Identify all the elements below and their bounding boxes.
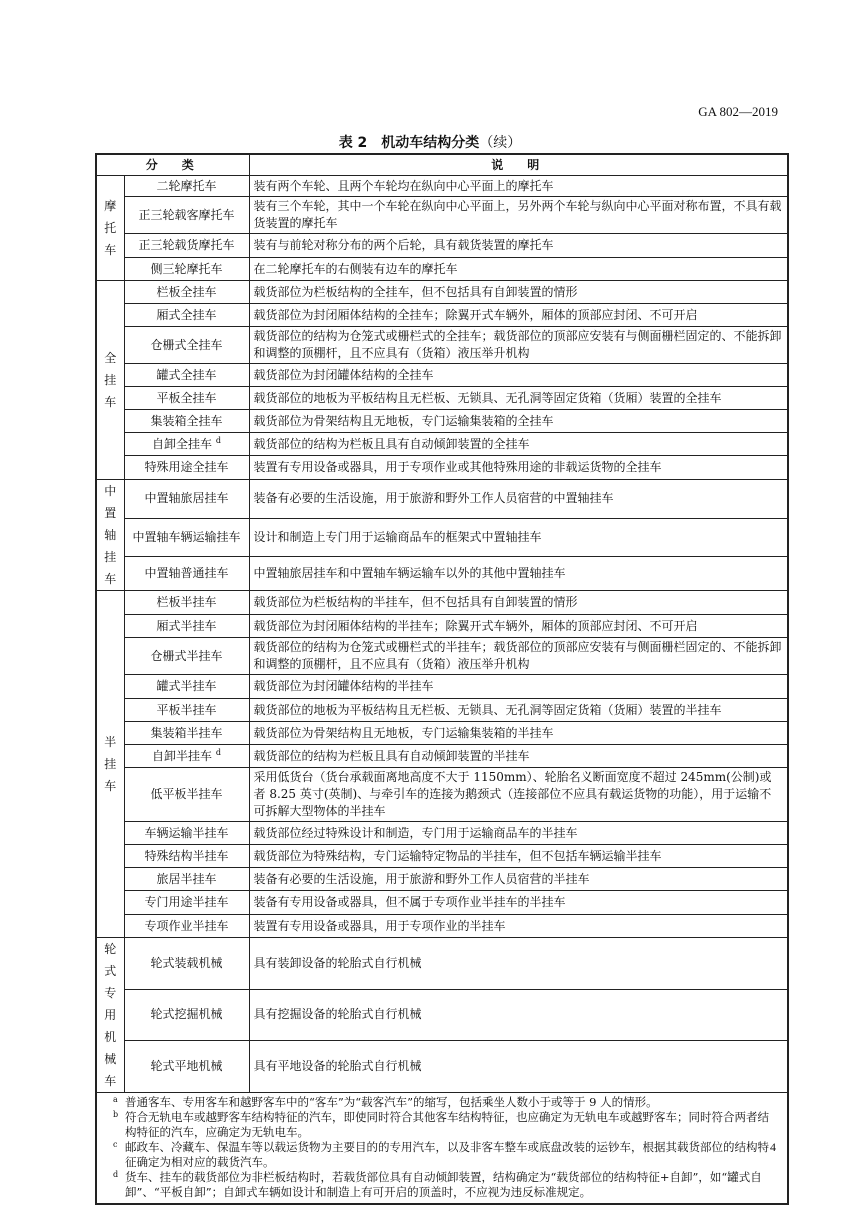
subcategory-label: 车辆运输半挂车 <box>144 825 229 840</box>
subcategory-label: 特殊用途全挂车 <box>144 460 229 474</box>
subcategory-label: 自卸半挂车 <box>152 748 213 763</box>
subcategory-label: 罐式全挂车 <box>156 367 217 382</box>
subcategory-cell <box>124 281 249 304</box>
footnote <box>113 1095 779 1110</box>
subcategory-label: 自卸全挂车 <box>152 436 213 451</box>
group-category-label: 中置轴挂车 <box>104 484 117 586</box>
description-cell: 装置有专用设备或器具，用于专项作业的半挂车 <box>249 915 788 938</box>
subcategory-cell <box>124 387 249 410</box>
subcategory-label: 平板半挂车 <box>156 702 217 717</box>
group-category-cell <box>96 281 124 480</box>
table-row <box>96 891 788 915</box>
description-cell: 装备有必要的生活设施，用于旅游和野外工作人员宿营的半挂车 <box>249 868 788 891</box>
description-cell: 在二轮摩托车的右侧装有边车的摩托车 <box>249 258 788 281</box>
group-category-cell <box>96 938 124 1093</box>
subcategory-cell <box>124 675 249 699</box>
description-cell: 设计和制造上专门用于运输商品车的框架式中置轴挂车 <box>249 518 788 557</box>
footnote-marker: d <box>215 435 221 445</box>
subcategory-label: 集装箱半挂车 <box>150 725 223 740</box>
description-cell: 装置有专用设备或器具，用于专项作业或其他特殊用途的非载运货物的全挂车 <box>249 456 788 480</box>
table-row <box>96 258 788 281</box>
description-cell: 装有与前轮对称分布的两个后轮，具有载货装置的摩托车 <box>249 234 788 258</box>
description-cell: 装备有必要的生活设施，用于旅游和野外工作人员宿营的中置轴挂车 <box>249 480 788 519</box>
subcategory-cell <box>124 722 249 745</box>
table-row <box>96 699 788 722</box>
table-row <box>96 990 788 1041</box>
footnote-mark: a <box>113 1095 118 1104</box>
subcategory-cell <box>124 176 249 197</box>
subcategory-cell <box>124 433 249 456</box>
group-category-label: 半挂车 <box>104 735 117 793</box>
table-row <box>96 615 788 638</box>
table-row <box>96 304 788 327</box>
subcategory-label: 集装箱全挂车 <box>150 413 223 428</box>
subcategory-label: 平板全挂车 <box>156 390 217 405</box>
subcategory-label: 厢式全挂车 <box>156 307 217 322</box>
footnote-mark: d <box>113 1170 119 1179</box>
subcategory-cell <box>124 891 249 915</box>
subcategory-label: 旅居半挂车 <box>156 871 217 886</box>
table-header-row <box>96 154 788 176</box>
subcategory-label: 二轮摩托车 <box>156 178 217 193</box>
description-cell: 具有挖掘设备的轮胎式自行机械 <box>249 990 788 1041</box>
description-cell: 具有装卸设备的轮胎式自行机械 <box>249 938 788 990</box>
description-cell: 载货部位的地板为平板结构且无栏板、无锁具、无孔洞等固定货箱（货厢）装置的半挂车 <box>249 699 788 722</box>
subcategory-cell <box>124 868 249 891</box>
table-row <box>96 822 788 845</box>
description-cell: 具有平地设备的轮胎式自行机械 <box>249 1040 788 1092</box>
subcategory-cell <box>124 480 249 519</box>
table-row <box>96 480 788 519</box>
description-cell: 载货部位为栏板结构的全挂车，但不包括具有自卸装置的情形 <box>249 281 788 304</box>
table-row <box>96 722 788 745</box>
description-cell: 载货部位为特殊结构，专门运输特定物品的半挂车，但不包括车辆运输半挂车 <box>249 845 788 868</box>
footnote-text: 普通客车、专用客车和越野客车中的“客车”为“载客汽车”的缩写，包括乘坐人数小于或等于 9 人的情形。 <box>125 1095 658 1109</box>
subcategory-label: 罐式半挂车 <box>156 679 217 693</box>
table-row <box>96 327 788 364</box>
subcategory-cell <box>124 638 249 675</box>
description-cell: 中置轴旅居挂车和中置轴车辆运输车以外的其他中置轴挂车 <box>249 557 788 591</box>
subcategory-cell <box>124 822 249 845</box>
col-header-description: 说 明 <box>249 154 788 176</box>
footnote <box>113 1110 779 1140</box>
description-cell: 载货部位为封闭罐体结构的半挂车 <box>249 675 788 699</box>
subcategory-label: 中置轴旅居挂车 <box>144 491 229 506</box>
table-continued-label: （续） <box>479 135 522 151</box>
subcategory-label: 仓栅式半挂车 <box>150 648 223 663</box>
subcategory-label: 低平板半挂车 <box>150 787 223 801</box>
footnote-text: 货车、挂车的载货部位为非栏板结构时，若载货部位具有自动倾卸装置，结构确定为“载货部位的结构特征+自卸”，如“罐式自卸”、“平板自卸”；自卸式车辆如设计和制造上有可开启的顶盖时，不应视为违反标准规定。 <box>125 1170 762 1199</box>
subcategory-cell <box>124 915 249 938</box>
description-cell: 装备有专用设备或器具，但不属于专项作业半挂车的半挂车 <box>249 891 788 915</box>
classification-table <box>95 153 789 1205</box>
subcategory-cell <box>124 197 249 234</box>
subcategory-label: 特殊结构半挂车 <box>144 848 229 863</box>
subcategory-cell <box>124 745 249 768</box>
table-row <box>96 433 788 456</box>
group-category-cell <box>96 591 124 938</box>
subcategory-cell <box>124 938 249 990</box>
table-row <box>96 176 788 197</box>
subcategory-cell <box>124 990 249 1041</box>
subcategory-label: 中置轴普通挂车 <box>144 566 229 581</box>
subcategory-cell <box>124 518 249 557</box>
footnote-text: 邮政车、冷藏车、保温车等以载运货物为主要目的的专用汽车，以及非客车整车或底盘改装的运钞车，根据其载货部位的结构特征确定为相对应的载货汽车。 <box>125 1140 769 1169</box>
subcategory-cell <box>124 258 249 281</box>
table-row <box>96 675 788 699</box>
subcategory-label: 轮式挖掘机械 <box>150 1007 223 1022</box>
table-row <box>96 410 788 433</box>
subcategory-cell <box>124 410 249 433</box>
notes-row <box>96 1093 788 1205</box>
description-cell: 载货部位为骨架结构且无地板，专门运输集装箱的全挂车 <box>249 410 788 433</box>
table-row <box>96 768 788 822</box>
subcategory-label: 栏板全挂车 <box>156 284 217 299</box>
table-row <box>96 845 788 868</box>
table-row <box>96 364 788 387</box>
subcategory-label: 正三轮载客摩托车 <box>138 207 235 222</box>
table-title: 表 2 机动车结构分类 <box>338 135 480 151</box>
table-caption <box>0 132 860 152</box>
subcategory-cell <box>124 304 249 327</box>
page-number: 4 <box>770 1140 776 1154</box>
footnote <box>113 1140 779 1170</box>
subcategory-cell <box>124 234 249 258</box>
subcategory-label: 中置轴车辆运输挂车 <box>132 530 241 544</box>
subcategory-cell <box>124 364 249 387</box>
table-row <box>96 557 788 591</box>
subcategory-label: 栏板半挂车 <box>156 595 217 609</box>
table-row <box>96 745 788 768</box>
table-row <box>96 915 788 938</box>
description-cell: 载货部位为封闭厢体结构的全挂车；除翼开式车辆外，厢体的顶部应封闭、不可开启 <box>249 304 788 327</box>
table-body <box>96 176 788 1093</box>
description-cell: 载货部位的结构为栏板且具有自动倾卸装置的半挂车 <box>249 745 788 768</box>
subcategory-cell <box>124 845 249 868</box>
col-header-category: 分 类 <box>96 154 249 176</box>
table-row <box>96 1040 788 1092</box>
subcategory-cell <box>124 1040 249 1092</box>
footnote-mark: c <box>113 1140 118 1149</box>
description-cell: 载货部位的结构为仓笼式或栅栏式的半挂车；载货部位的顶部应安装有与侧面栅栏固定的、不能拆卸和调整的顶棚杆，且不应具有（货箱）液压举升机构 <box>249 638 788 675</box>
table-row <box>96 591 788 615</box>
table-row <box>96 868 788 891</box>
description-cell: 采用低货台（货台承载面离地高度不大于 1150mm）、轮胎名义断面宽度不超过 245mm(公制)或者 8.25 英寸(英制)、与牵引车的连接为鹅颈式（连接部位不应具有载运货物的功能），用于运输不可拆解大型物体的半挂车 <box>249 768 788 822</box>
table-row <box>96 234 788 258</box>
group-category-cell <box>96 176 124 281</box>
table-row <box>96 456 788 480</box>
subcategory-label: 厢式半挂车 <box>156 618 217 633</box>
subcategory-label: 专项作业半挂车 <box>144 918 229 933</box>
subcategory-label: 专门用途半挂车 <box>144 895 229 909</box>
subcategory-label: 轮式平地机械 <box>150 1058 223 1073</box>
description-cell: 载货部位为骨架结构且无地板，专门运输集装箱的半挂车 <box>249 722 788 745</box>
description-cell: 载货部位为封闭罐体结构的全挂车 <box>249 364 788 387</box>
subcategory-label: 侧三轮摩托车 <box>150 261 223 276</box>
table-row <box>96 938 788 990</box>
subcategory-label: 正三轮载货摩托车 <box>138 238 235 252</box>
description-cell: 装有两个车轮、且两个车轮均在纵向中心平面上的摩托车 <box>249 176 788 197</box>
subcategory-cell <box>124 699 249 722</box>
group-category-label: 轮式专用机械车 <box>104 942 117 1088</box>
footnote-text: 符合无轨电车或越野客车结构特征的汽车，即使同时符合其他客车结构特征，也应确定为无轨电车或越野客车；同时符合两者结构特征的汽车，应确定为无轨电车。 <box>125 1110 769 1139</box>
description-cell: 载货部位为封闭厢体结构的半挂车；除翼开式车辆外，厢体的顶部应封闭、不可开启 <box>249 615 788 638</box>
description-cell: 载货部位的地板为平板结构且无栏板、无锁具、无孔洞等固定货箱（货厢）装置的全挂车 <box>249 387 788 410</box>
table-row <box>96 638 788 675</box>
description-cell: 载货部位的结构为仓笼式或栅栏式的全挂车；载货部位的顶部应安装有与侧面栅栏固定的、不能拆卸和调整的顶棚杆，且不应具有（货箱）液压举升机构 <box>249 327 788 364</box>
subcategory-cell <box>124 615 249 638</box>
footnote <box>113 1170 779 1200</box>
description-cell: 载货部位经过特殊设计和制造，专门用于运输商品车的半挂车 <box>249 822 788 845</box>
table-row <box>96 197 788 234</box>
footnote-mark: b <box>113 1110 119 1119</box>
subcategory-cell <box>124 456 249 480</box>
description-cell: 载货部位的结构为栏板且具有自动倾卸装置的全挂车 <box>249 433 788 456</box>
table-row <box>96 387 788 410</box>
table-notes <box>96 1093 788 1205</box>
table-row <box>96 281 788 304</box>
classification-table-wrapper <box>95 153 787 1205</box>
subcategory-cell <box>124 768 249 822</box>
table-row <box>96 518 788 557</box>
description-cell: 装有三个车轮，其中一个车轮在纵向中心平面上，另外两个车轮与纵向中心平面对称布置，不具有载货装置的摩托车 <box>249 197 788 234</box>
subcategory-label: 轮式装载机械 <box>150 956 223 971</box>
subcategory-cell <box>124 557 249 591</box>
subcategory-cell <box>124 327 249 364</box>
group-category-label: 全挂车 <box>104 351 117 409</box>
description-cell: 载货部位为栏板结构的半挂车，但不包括具有自卸装置的情形 <box>249 591 788 615</box>
group-category-cell <box>96 480 124 591</box>
subcategory-label: 仓栅式全挂车 <box>150 337 223 352</box>
standard-code: GA 802—2019 <box>698 104 778 119</box>
footnote-marker: d <box>215 747 221 757</box>
subcategory-cell <box>124 591 249 615</box>
group-category-label: 摩托车 <box>104 199 117 257</box>
